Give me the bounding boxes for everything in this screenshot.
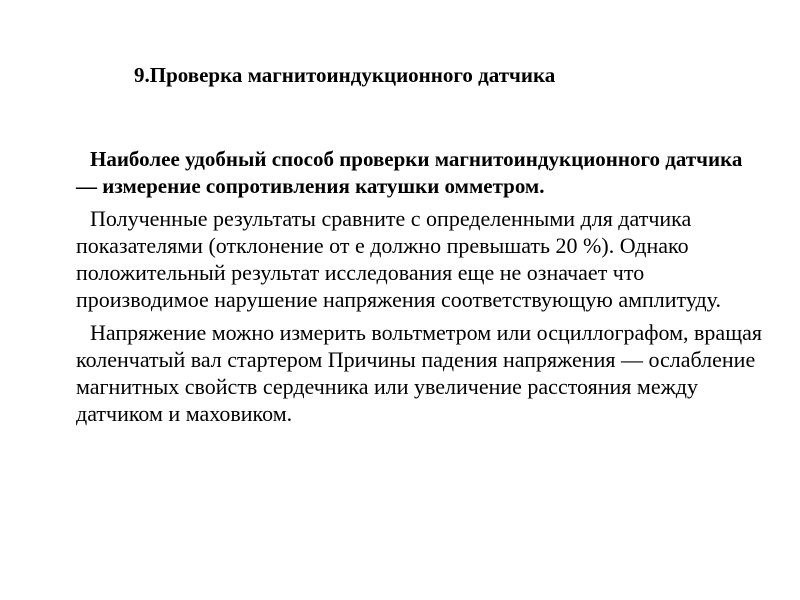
paragraph-results: Полученные результаты сравните с определенными для датчика показателями (отклонение от е должно превышать 20 %). Однако положительный результат исследования еще не означает что производимое нарушение напряжения соответствующую амплитуду. xyxy=(76,206,721,312)
slide-body xyxy=(76,146,766,427)
slide-title: 9.Проверка магнитоиндукционного датчика xyxy=(134,63,556,87)
paragraph-method: Наиболее удобный способ проверки магнитоиндукционного датчика — измерение сопротивления катушки омметром. xyxy=(76,147,743,198)
paragraph-voltage: Напряжение можно измерить вольтметром или осциллографом, вращая коленчатый вал стартером Причины падения напряжения — ослабление магнитных свойств сердечника или увеличение расстояния между датчиком и маховиком. xyxy=(76,320,763,426)
